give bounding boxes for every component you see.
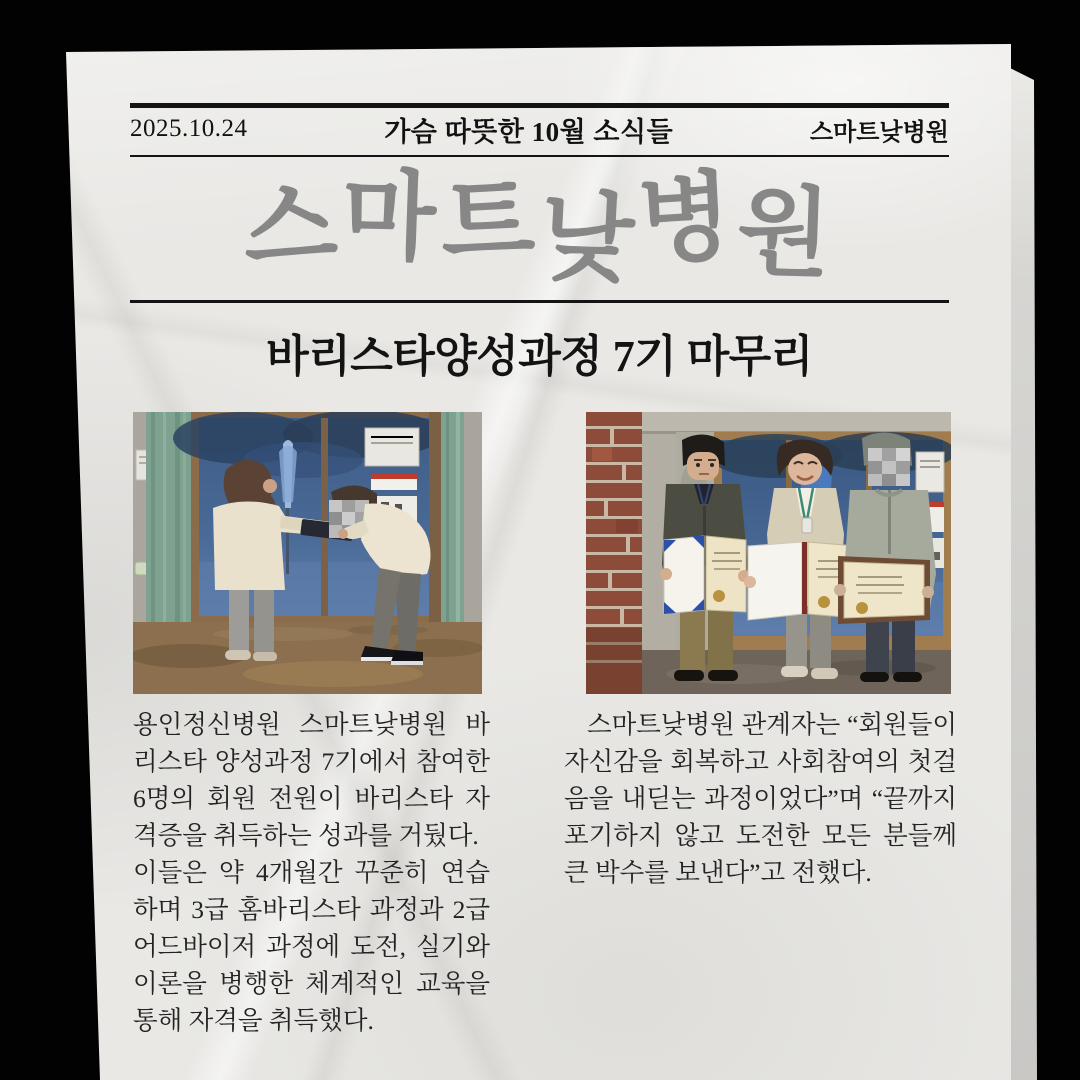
article-headline: 바리스타양성과정 7기 마무리 [266,332,813,381]
photo-certificate-handover [133,412,482,694]
title-bottom-rule [130,300,949,303]
newspaper-title: 스마트낮병원 [239,158,838,298]
photo-right-illustration [586,412,951,694]
article-paragraph: 용인정신병원 스마트낮병원 바리스타 양성과정 7기에서 참여한 6명의 회원 전원이 바리스타 자격증을 취득하는 성과를 거뒀다. [133,710,490,850]
article-paragraph: 이들은 약 4개월간 꾸준히 연습하며 3급 홈바리스타 과정과 2급 어드바이저 과정에 도전, 실기와 이론을 병행한 체계적인 교육을 통해 자격을 취득했다. [133,858,490,1035]
article-paragraph: 스마트낮병원 관계자는 “회원들이 자신감을 회복하고 사회참여의 첫걸음을 내딛는 과정이었다”며 “끝까지 포기하지 않고 도전한 모든 분들께 큰 박수를 보낸다”고 전했다. [564,710,957,887]
article-column-right [564,706,957,891]
masthead-top-rule [130,103,949,108]
issue-date: 2025.10.24 [130,115,248,142]
masthead-publication: 스마트낮병원 [809,119,949,146]
masthead-info-row [130,112,949,146]
photo-group-certificates [586,412,951,694]
masthead-tagline: 가슴 따뜻한 10월 소식들 [384,116,674,147]
photo-left-illustration [133,412,482,694]
article-column-left [133,706,490,1039]
